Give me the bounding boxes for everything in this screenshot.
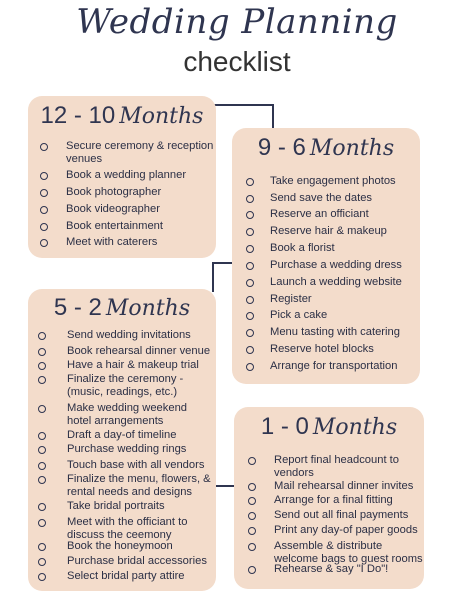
checklist-item: Send wedding invitations [67,329,191,341]
checkbox-circle-icon[interactable] [246,329,254,337]
checkbox-circle-icon[interactable] [40,189,48,197]
checkbox-circle-icon[interactable] [246,228,254,236]
checkbox-circle-icon[interactable] [38,348,46,356]
section-card-12-10-months [28,96,216,258]
checkbox-circle-icon[interactable] [38,543,46,551]
checkbox-circle-icon[interactable] [38,362,46,370]
checkbox-circle-icon[interactable] [248,497,256,505]
checkbox-circle-icon[interactable] [246,211,254,219]
checkbox-circle-icon[interactable] [246,363,254,371]
checkbox-circle-icon[interactable] [246,195,254,203]
checklist-item: Rehearse & say "I Do"! [274,563,389,575]
checkbox-circle-icon[interactable] [38,476,46,484]
checklist-item: Meet with the officiant to discuss the ceemony [67,516,188,541]
checklist-item: Draft a day-of timeline [67,429,177,441]
checkbox-circle-icon[interactable] [38,332,46,340]
checkbox-circle-icon[interactable] [38,503,46,511]
checklist-item: Assemble & distribute welcome bags to guest rooms [274,540,423,565]
checkbox-circle-icon[interactable] [248,566,256,574]
checkbox-circle-icon[interactable] [248,543,256,551]
checkbox-circle-icon[interactable] [246,296,254,304]
checklist-item: Arrange for transportation [270,360,398,372]
checkbox-circle-icon[interactable] [38,405,46,413]
checklist-item: Register [270,293,312,305]
checklist-item: Purchase wedding rings [67,443,187,455]
checkbox-circle-icon[interactable] [38,558,46,566]
checklist-item: Send out all final payments [274,509,409,521]
checkbox-circle-icon[interactable] [246,262,254,270]
checklist-item: Finalize the menu, flowers, & rental needs and designs [67,473,211,498]
checklist-item: Book a florist [270,242,335,254]
checkbox-circle-icon[interactable] [246,279,254,287]
checklist-item: Purchase bridal accessories [67,555,207,567]
checkbox-circle-icon[interactable] [38,432,46,440]
checkbox-circle-icon[interactable] [38,573,46,581]
checkbox-circle-icon[interactable] [246,178,254,186]
checklist-item: Finalize the ceremony - (music, readings, etc.) [67,373,184,398]
checkbox-circle-icon[interactable] [38,462,46,470]
checklist-item: Meet with caterers [66,236,158,248]
checklist-item: Mail rehearsal dinner invites [274,480,414,492]
checklist-item: Book entertainment [66,220,164,232]
checklist-item: Take bridal portraits [67,500,165,512]
checklist-item: Make wedding weekend hotel arrangements [67,402,188,427]
checklist-item: Send save the dates [270,192,373,204]
connector-line [272,104,274,130]
checkbox-circle-icon[interactable] [248,457,256,465]
checkbox-circle-icon[interactable] [246,245,254,253]
page-subtitle: checklist [183,46,291,77]
checkbox-circle-icon[interactable] [246,312,254,320]
checkbox-circle-icon[interactable] [40,239,48,247]
checklist-item: Have a hair & makeup trial [67,359,199,371]
section-heading: 9 - 6 Months [257,134,395,161]
checkbox-circle-icon[interactable] [40,223,48,231]
checkbox-circle-icon[interactable] [38,519,46,527]
checklist-item: Secure ceremony & reception venues [66,140,214,165]
section-heading: 1 - 0 Months [260,413,398,440]
checklist-item: Touch base with all vendors [67,459,205,471]
checklist-item: Arrange for a final fitting [274,494,393,506]
checkbox-circle-icon[interactable] [248,512,256,520]
checklist-item: Book videographer [66,203,160,215]
checklist-item: Book photographer [66,186,162,198]
checkbox-circle-icon[interactable] [40,206,48,214]
checklist-item: Reserve hair & makeup [270,225,387,237]
checklist-item: Take engagement photos [270,175,396,187]
connector-line [212,262,214,292]
section-card-5-2-months [28,289,216,591]
page-title: Wedding Planning [76,2,398,42]
checklist-item: Reserve an officiant [270,208,369,220]
checklist-item: Pick a cake [270,309,328,321]
checkbox-circle-icon[interactable] [246,346,254,354]
section-card-1-0-months [234,407,424,589]
checklist-item: Purchase a wedding dress [270,259,402,271]
checklist-item: Book the honeymoon [67,540,173,552]
connector-line [216,485,234,487]
checklist-item: Reserve hotel blocks [270,343,374,355]
checkbox-circle-icon[interactable] [40,143,48,151]
checklist-item: Print any day-of paper goods [274,524,418,536]
section-heading: 12 - 10 Months [40,102,204,129]
checklist-item: Select bridal party attire [67,570,185,582]
checklist-item: Launch a wedding website [270,276,402,288]
checklist-item: Book rehearsal dinner venue [67,345,211,357]
checkbox-circle-icon[interactable] [40,172,48,180]
connector-line [212,262,232,264]
connector-line [214,104,274,106]
checkbox-circle-icon[interactable] [248,527,256,535]
checkbox-circle-icon[interactable] [38,376,46,384]
checkbox-circle-icon[interactable] [38,446,46,454]
section-heading: 5 - 2 Months [53,294,191,321]
checkbox-circle-icon[interactable] [248,483,256,491]
checklist-item: Book a wedding planner [66,169,187,181]
checklist-item: Report final headcount to vendors [274,454,400,479]
checklist-item: Menu tasting with catering [270,326,400,338]
section-card-9-6-months [232,128,420,384]
